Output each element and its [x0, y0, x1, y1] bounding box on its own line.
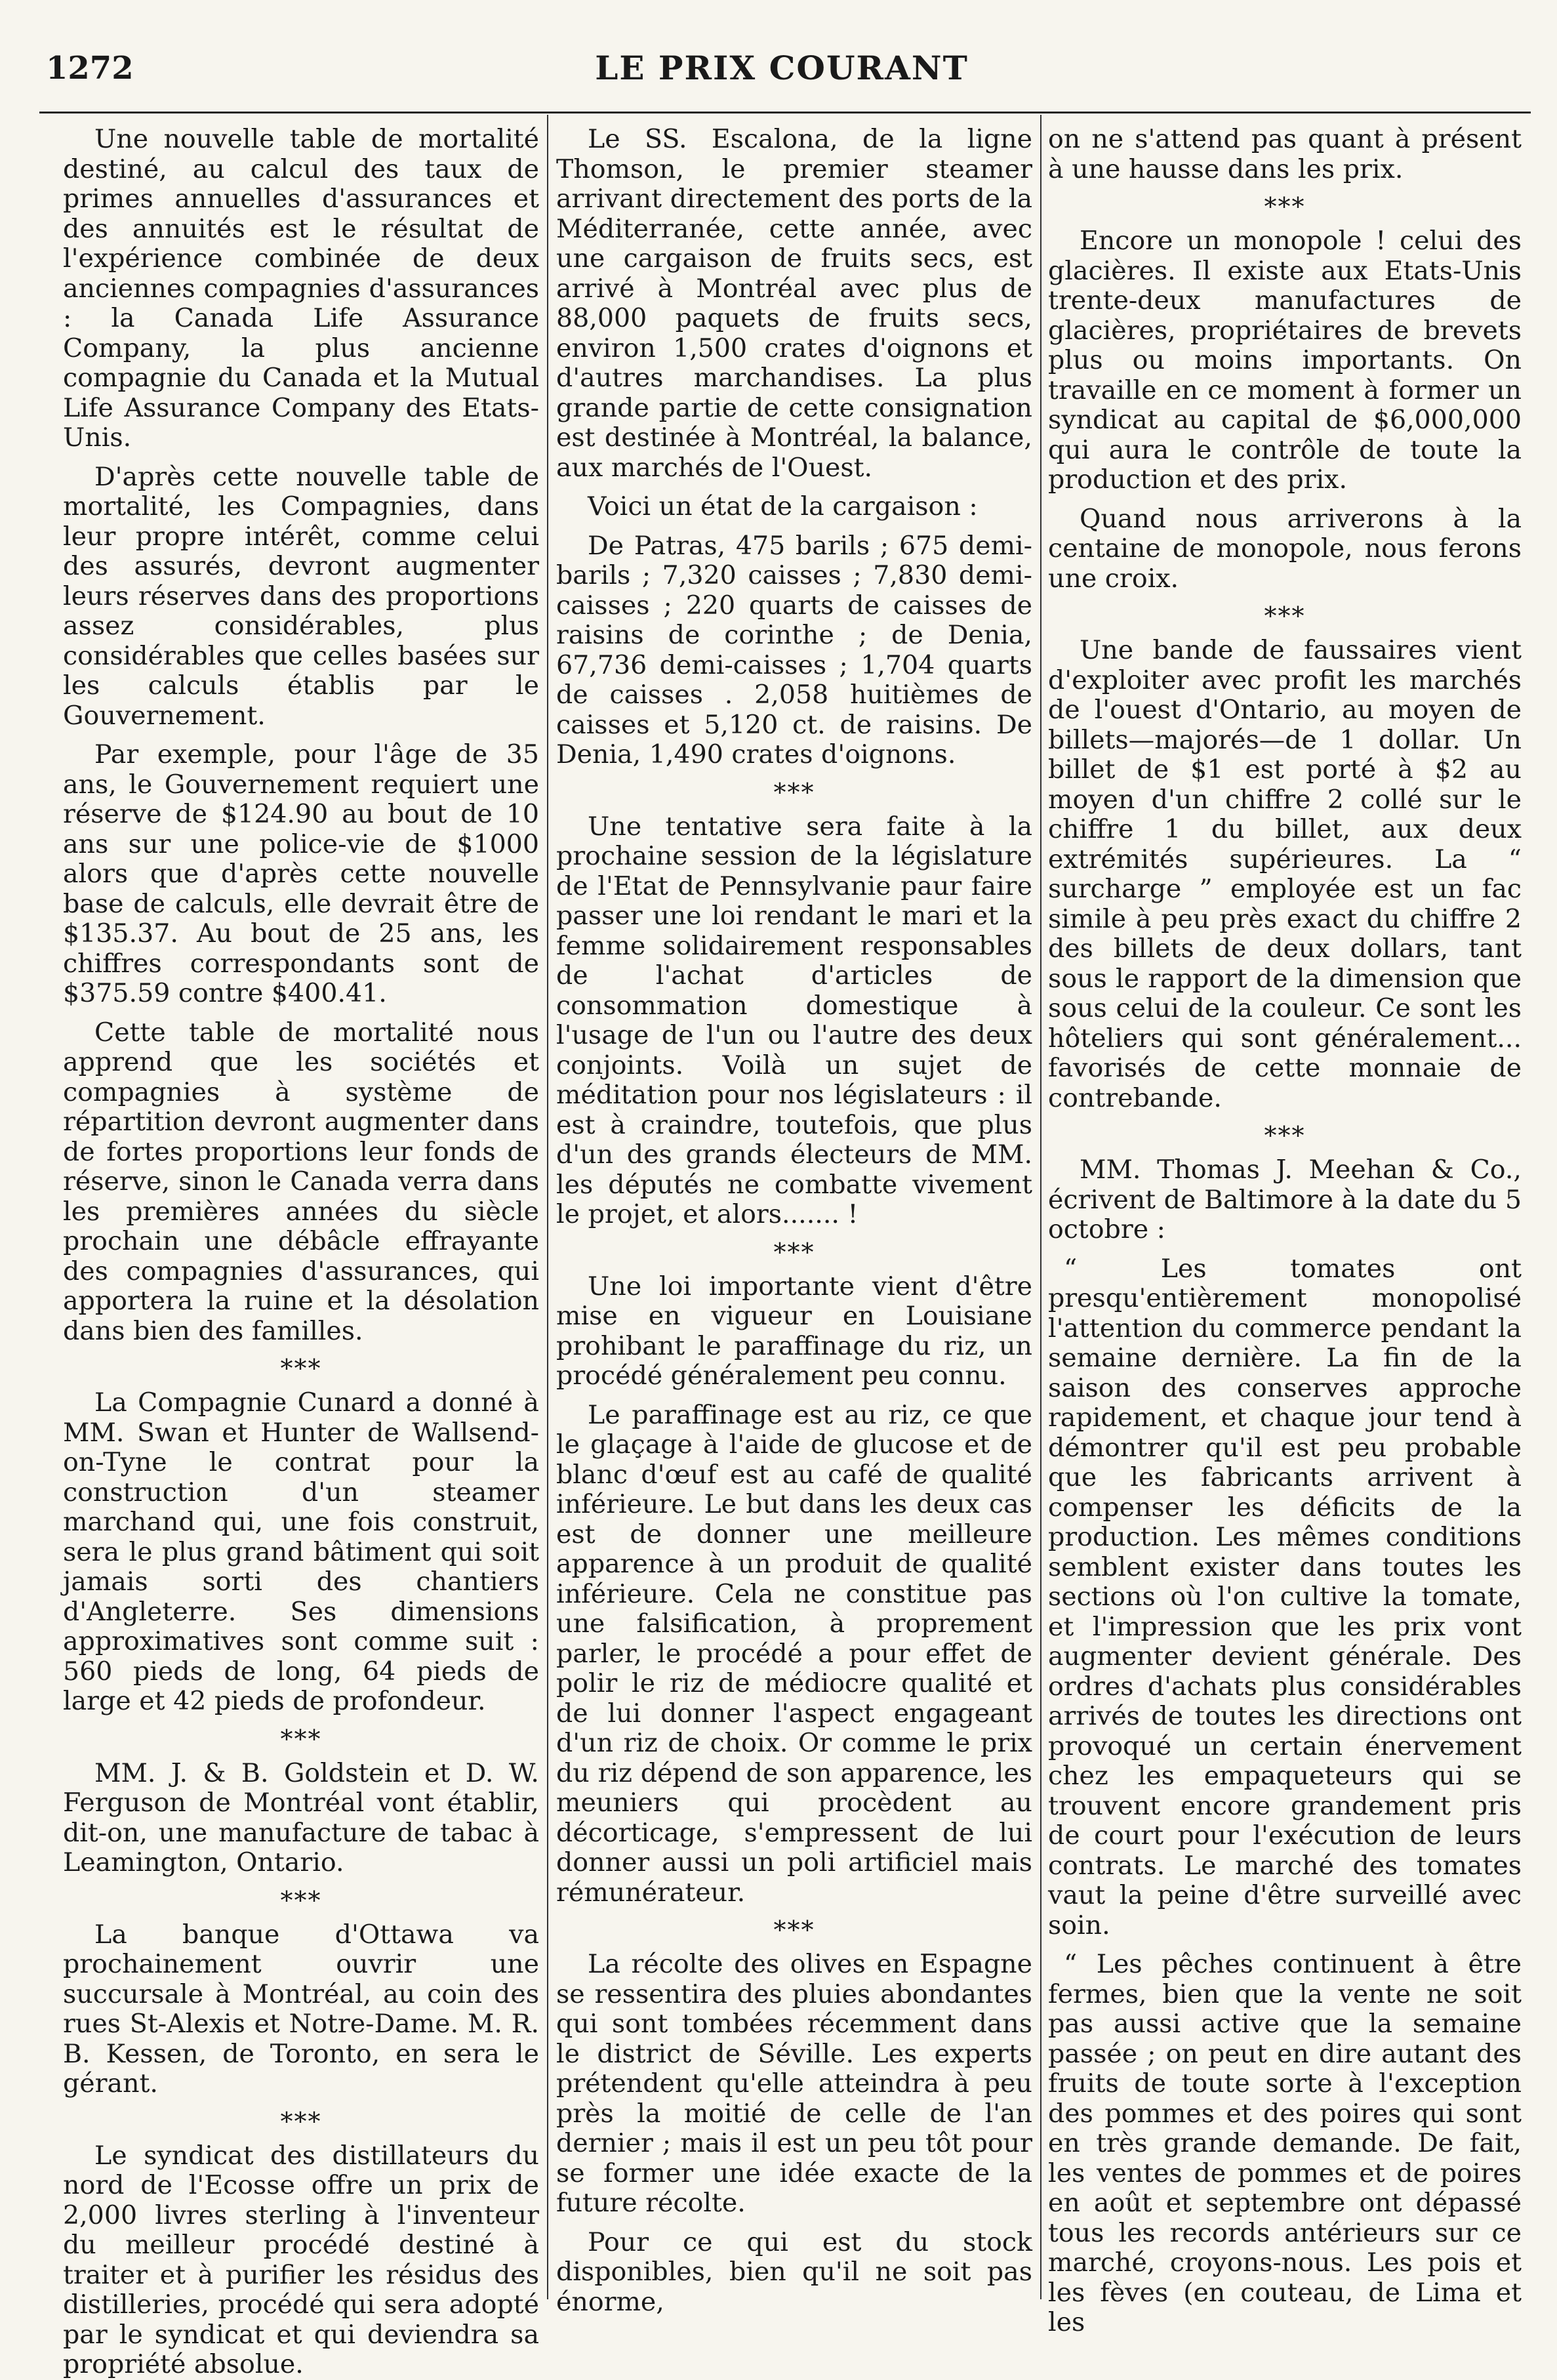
section-separator: ***: [280, 1354, 322, 1383]
section-separator: ***: [280, 1724, 322, 1754]
column-2: [556, 124, 1032, 2317]
article-cunard-steamer: La Compagnie Cunard a donné à MM. Swan et Hunter de Wallsend-on-Tyne le contrat pour la construction d'un steamer marchand qui, une fois construit, sera le plus grand bâtiment qui soit jamais sorti des chantiers d'Angleterre. Ses dimensions approximatives sont comme suit : 560 pieds de long, 64 pieds de large et 42 pieds de profondeur.: [63, 1387, 539, 1716]
section-separator: ***: [280, 1885, 322, 1915]
article-cargo-intro: Voici un état de la cargaison :: [588, 491, 978, 522]
article-monopoly-remark: Quand nous arriverons à la centaine de monopole, nous ferons une croix.: [1048, 503, 1522, 594]
section-separator: ***: [773, 777, 815, 807]
section-separator: ***: [773, 1237, 815, 1267]
section-separator: ***: [773, 1916, 815, 1944]
article-olive-harvest: La récolte des olives en Espagne se ressentira des pluies abondantes qui sont tombées récemment dans le district de Séville. Les experts prétendent qu'elle atteindra à peu près la moitié de celle de l'an dernier ; mais il est un peu tôt pour se former une idée exacte de la future récolte.: [556, 1949, 1032, 2218]
article-tomatoes-report: “ Les tomates ont presqu'entièrement monopolisé l'attention du commerce pendant la semaine dernière. La fin de la saison des conserves approche rapidement, et chaque jour tend à démontrer qu'il est peu probable que les fabricants arrivent à compenser les déficits de la production. Les mêmes conditions semblent exister dans toutes les sections où l'on cultive la tomate, et l'impression que les prix vont augmenter devient générale. Des ordres d'achats plus considérables arrivés de toutes les directions ont provoqué un certain énervement chez les empaqueteurs qui se trouvent encore grandement pris de court pour l'exécution de leurs contrats. Le marché des tomates vaut la peine d'être surveillé avec soin.: [1048, 1253, 1522, 1940]
article-ottawa-bank: La banque d'Ottawa va prochainement ouvrir une succursale à Montréal, au coin des rues St-Alexis et Notre-Dame. M. R. B. Kessen, de Toronto, en sera le gérant.: [63, 1919, 539, 2099]
section-separator: ***: [1264, 602, 1306, 630]
article-mortality-reserves: D'après cette nouvelle table de mortalité, les Compagnies, dans leur propre intérêt, comme celui des assurés, devront augmenter leurs réserves dans des proportions assez considérables, plus considérables que celles basées sur les calculs établis par le Gouvernement.: [63, 461, 539, 731]
article-distillers-prize: Le syndicat des distillateurs du nord de l'Ecosse offre un prix de 2,000 livres sterling à l'inventeur du meilleur procédé destiné à traiter et à purifier les résidus des distilleries, procédé qui sera adopté par le syndicat et qui deviendra sa propriété absolue.: [63, 2140, 539, 2379]
article-counterfeiters: Une bande de faussaires vient d'exploiter avec profit les marchés de l'ouest d'Ontario, au moyen de billets—majorés—de 1 dollar. Un billet de $1 est porté à $2 au moyen d'un chiffre 2 collé sur le chiffre 1 du billet, aux deux extrémités supérieures. La “ surcharge ” employée est un fac simile à peu près exact du chiffre 2 des billets de deux dollars, tant sous le rapport de la dimension que sous celui de la couleur. Ce sont les hôteliers qui sont généralement... favorisés de cette monnaie de contrebande.: [1048, 635, 1522, 1113]
section-separator: ***: [280, 2106, 322, 2136]
article-meehan-intro: MM. Thomas J. Meehan & Co., écrivent de Baltimore à la date du 5 octobre :: [1048, 1155, 1522, 1244]
column-divider: [1040, 115, 1041, 2299]
article-olive-stock: Pour ce qui est du stock disponibles, bien qu'il ne soit pas énorme,: [556, 2226, 1032, 2317]
page-header: [39, 46, 1524, 105]
article-peaches-report: “ Les pêches continuent à être fermes, bien que la vente ne soit pas aussi active que la semaine passée ; on peut en dire autant des fruits de toute sorte à l'exception des pommes et des poires qui sont en très grande demande. De fait, les ventes de pommes et de poires en août et septembre ont dépassé tous les records antérieurs sur ce marché, croyons-nous. Les pois et les fèves (en couteau, de Lima et les: [1048, 1949, 1522, 2337]
article-cargo-list: De Patras, 475 barils ; 675 demi-barils ; 7,320 caisses ; 7,830 demi-caisses ; 220 quarts de caisses de raisins de corinthe ; de Denia, 67,736 demi-caisses ; 1,704 quarts de caisses . 2,058 huitièmes de caisses et 5,120 ct. de raisins. De Denia, 1,490 crates d'oignons.: [556, 530, 1032, 769]
article-escalona-cargo: Le SS. Escalona, de la ligne Thomson, le premier steamer arrivant directement des ports de la Méditerranée, cette année, avec une cargaison de fruits secs, est arrivé à Montréal avec plus de 88,000 paquets de fruits secs, environ 1,500 crates d'oignons et d'autres marchandises. La plus grande partie de cette consignation est destinée à Montréal, la balance, aux marchés de l'Ouest.: [556, 124, 1032, 483]
column-3: [1048, 124, 1522, 2337]
column-divider: [547, 115, 548, 2299]
article-mortality-conclusion: Cette table de mortalité nous apprend que les sociétés et compagnies à système de répartition devront augmenter dans de fortes proportions leur fonds de réserve, sinon le Canada verra dans les premières années du siècle prochain une débâcle effrayante des compagnies d'assurances, qui apportera la ruine et la désolation dans bien des familles.: [63, 1017, 539, 1346]
article-rice-paraffin: Le paraffinage est au riz, ce que le glaçage à l'aide de glucose et de blanc d'œuf est au café de qualité inférieure. Le but dans les deux cas est de donner une meilleure apparence à un produit de qualité inférieure. Cela ne constitue pas une falsification, à proprement parler, le procédé a pour effet de polir le riz de médiocre qualité et de lui donner l'aspect engageant d'un riz de choix. Or comme le prix du riz dépend de son apparence, les meuniers qui procèdent au décorticage, s'empressent de lui donner aussi un poli artificiel mais rémunérateur.: [556, 1399, 1032, 1908]
section-separator: ***: [1264, 1121, 1306, 1150]
article-tobacco-factory: MM. J. & B. Goldstein et D. W. Ferguson de Montréal vont établir, dit-on, une manufacture de tabac à Leamington, Ontario.: [63, 1757, 539, 1877]
article-mortality-table: Une nouvelle table de mortalité destiné, au calcul des taux de primes annuelles d'assurances et des annuités est le résultat de l'expérience combinée de deux anciennes compagnies d'assurances : la Canada Life Assurance Company, la plus ancienne compagnie du Canada et la Mutual Life Assurance Company des Etats-Unis.: [63, 124, 539, 453]
running-title: LE PRIX COURANT: [595, 49, 969, 87]
header-rule: [39, 112, 1531, 113]
article-pennsylvania-law: Une tentative sera faite à la prochaine session de la législature de l'Etat de Pennsylvanie paur faire passer une loi rendant le mari et la femme solidairement responsables de l'achat d'articles de consommation domestique à l'usage de l'un ou l'autre des deux conjoints. Voilà un sujet de méditation pour nos législateurs : il est à craindre, toutefois, que plus d'un des grands électeurs de MM. les députés ne combatte vivement le projet, et alors....... !: [556, 811, 1032, 1229]
article-ice-monopoly: Encore un monopole ! celui des glacières. Il existe aux Etats-Unis trente-deux manufactures de glacières, propriétaires de brevets plus ou moins importants. On travaille en ce moment à former un syndicat au capital de $6,000,000 qui aura le contrôle de toute la production et des prix.: [1048, 226, 1522, 495]
article-continued: on ne s'attend pas quant à présent à une hausse dans les prix.: [1048, 124, 1522, 184]
column-1: [63, 124, 539, 2379]
article-mortality-example: Par exemple, pour l'âge de 35 ans, le Gouvernement requiert une réserve de $124.90 au bout de 10 ans sur une police-vie de $1000 alors que d'après cette nouvelle base de calculs, elle devrait être de $135.37. Au bout de 25 ans, les chiffres correspondants sont de $375.59 contre $400.41.: [63, 739, 539, 1008]
article-louisiana-rice: Une loi importante vient d'être mise en vigueur en Louisiane prohibant le paraffinage du riz, un procédé généralement peu connu.: [556, 1271, 1032, 1391]
page-number: 1272: [46, 50, 134, 87]
section-separator: ***: [1264, 192, 1306, 221]
